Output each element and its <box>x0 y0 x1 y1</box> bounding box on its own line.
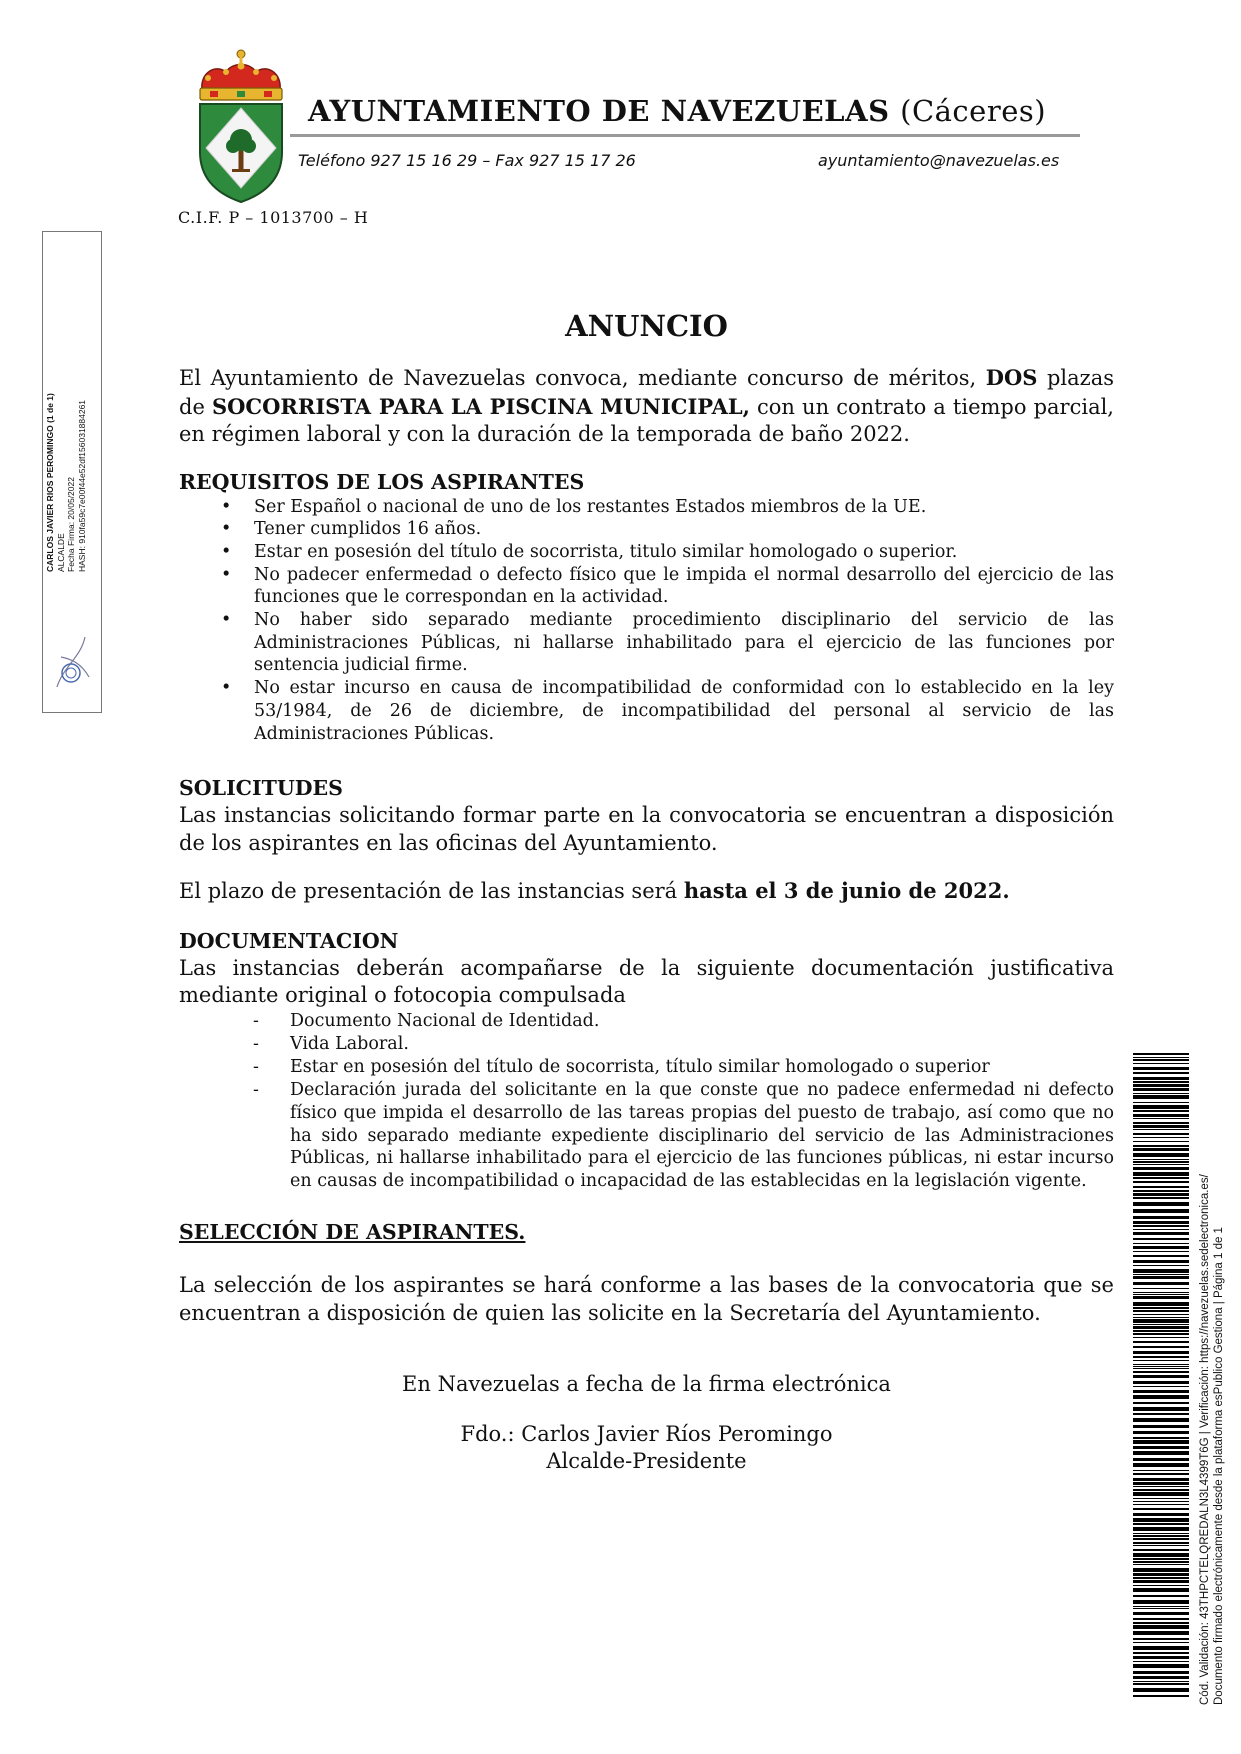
list-item: • Tener cumplidos 16 años. <box>179 518 1114 541</box>
intro-bold-position: SOCORRISTA PARA LA PISCINA MUNICIPAL, <box>211 393 750 419</box>
list-item: - Vida Laboral. <box>179 1033 1114 1056</box>
barcode-bar <box>1133 1186 1189 1188</box>
intro-text-3: con un contrato a tiempo parcial, en régimen laboral y con la duración de la temporada de baño 2022. <box>179 394 1114 446</box>
barcode-bar <box>1133 1402 1189 1404</box>
barcode-bar <box>1133 1513 1189 1516</box>
barcode-bar <box>1133 1451 1189 1455</box>
intro-paragraph <box>179 364 1114 449</box>
signer-name: CARLOS JAVIER RIOS PEROMINGO (1 de 1) <box>45 393 55 572</box>
barcode-bar <box>1133 1251 1189 1252</box>
barcode-bar <box>1133 1595 1189 1597</box>
barcode-bar <box>1133 1274 1189 1275</box>
barcode-bar <box>1133 1310 1189 1312</box>
barcode-bar <box>1133 1317 1189 1318</box>
barcode-bar <box>1133 1683 1189 1685</box>
barcode-bar <box>1133 1608 1189 1609</box>
barcode-bar <box>1133 1161 1189 1163</box>
barcode-bar <box>1133 1356 1189 1358</box>
barcode-bar <box>1133 1282 1189 1285</box>
barcode-bar <box>1133 1159 1189 1160</box>
barcode-bar <box>1133 1600 1189 1604</box>
barcode-bar <box>1133 1558 1189 1560</box>
barcode-bar <box>1133 1431 1189 1434</box>
barcode-bar <box>1133 1129 1189 1130</box>
verification-code: Cód. Validación: 43THPCTELQREDALN3L4399T6G | Verificación: https://navezuelas.sedelectronica.es/ <box>1199 1174 1211 1705</box>
barcode-bar <box>1133 1177 1189 1179</box>
barcode-bar <box>1133 1545 1189 1546</box>
barcode-bar <box>1133 1364 1189 1365</box>
signature-date: Fecha Firma: 20/05/2022 <box>66 477 76 572</box>
barcode-bar <box>1133 1501 1189 1502</box>
barcode-bar <box>1133 1577 1189 1579</box>
signer-role: ALCALDE <box>55 533 66 572</box>
signature-hash: HASH: 910fa59c7e00f44e52df156031884261 <box>76 399 87 572</box>
barcode-bar <box>1133 1407 1189 1411</box>
barcode-bar <box>1133 1255 1189 1257</box>
barcode-bar <box>1133 1366 1189 1367</box>
barcode-bar <box>1133 1307 1189 1309</box>
barcode-bar <box>1133 1088 1189 1091</box>
barcode-bar <box>1133 1375 1189 1378</box>
barcode-bar <box>1133 1302 1189 1306</box>
barcode-bar <box>1133 1246 1189 1249</box>
barcode-bar <box>1133 1360 1189 1361</box>
barcode-bar <box>1133 1446 1189 1449</box>
phone-fax: Teléfono 927 15 16 29 – Fax 927 15 17 26 <box>298 151 636 170</box>
organization-title: AYUNTAMIENTO DE NAVEZUELAS <box>308 94 890 128</box>
barcode-bar <box>1133 1202 1189 1206</box>
barcode-bar <box>1133 1077 1189 1080</box>
header-rule <box>290 134 1080 137</box>
barcode-bar <box>1133 1330 1189 1332</box>
barcode-bar <box>1133 1664 1189 1668</box>
verification-platform: Documento firmado electrónicamente desde la plataforma esPublico Gestiona | Página 1 de 1 <box>1213 1227 1225 1705</box>
solicitudes-text: Las instancias solicitando formar parte en la convocatoria se encuentran a disposición de los aspirantes en las oficinas del Ayuntamiento. <box>179 803 1114 855</box>
signature-stamp-text <box>45 393 87 572</box>
plazo-text: El plazo de presentación de las instancias será <box>179 879 684 904</box>
seleccion-heading: SELECCIÓN DE ASPIRANTES. <box>179 1220 526 1245</box>
barcode-bar <box>1133 1568 1189 1572</box>
barcode-bar <box>1133 1381 1189 1384</box>
barcode-bar <box>1133 1243 1189 1244</box>
signature-stamp <box>42 231 102 713</box>
barcode-bar <box>1133 1133 1189 1135</box>
list-item: • Estar en posesión del título de socorrista, titulo similar homologado o superior. <box>179 541 1114 564</box>
closing-place-date: En Navezuelas a fecha de la firma electrónica <box>402 1372 891 1397</box>
plazo-date: hasta el 3 de junio de 2022. <box>683 878 1010 904</box>
barcode-bar <box>1133 1167 1189 1170</box>
cif-number: C.I.F. P – 1013700 – H <box>178 208 369 227</box>
barcode-bar <box>1133 1561 1189 1563</box>
barcode-bar <box>1133 1463 1189 1467</box>
intro-text-2: plazas de <box>179 366 1114 419</box>
barcode-bar <box>1133 1458 1189 1461</box>
barcode-bar <box>1133 1110 1189 1112</box>
organization-province: (Cáceres) <box>900 94 1047 128</box>
barcode-bar <box>1133 1549 1189 1551</box>
list-item: • No padecer enfermedad o defecto físico que le impida el normal desarrollo del ejercicio de las funciones que le correspondan en la actividad. <box>179 564 1114 609</box>
barcode-bar <box>1133 1276 1189 1279</box>
list-item: • No estar incurso en causa de incompatibilidad de conformidad con lo establecido en la ley 53/1984, de 26 de diciembre, de incompatibilidad del personal al servicio de las Administraciones Públicas. <box>179 677 1114 745</box>
barcode-bar <box>1133 1371 1189 1373</box>
list-item: - Documento Nacional de Identidad. <box>179 1010 1114 1033</box>
closing-signed: Fdo.: Carlos Javier Ríos Peromingo <box>460 1421 833 1446</box>
barcode-bar <box>1133 1209 1189 1213</box>
barcode-bar <box>1133 1553 1189 1557</box>
barcode-bar <box>1133 1642 1189 1643</box>
barcode-bar <box>1133 1527 1189 1531</box>
barcode-bar <box>1133 1473 1189 1475</box>
barcode-bar <box>1133 1564 1189 1565</box>
barcode-bar <box>1133 1498 1189 1499</box>
barcode-bar <box>1133 1238 1189 1240</box>
barcode-bar <box>1133 1580 1189 1583</box>
barcode-bar <box>1133 1141 1189 1142</box>
barcode-bar <box>1133 1059 1189 1061</box>
barcode-bar <box>1133 1153 1189 1157</box>
barcode-bar <box>1133 1216 1189 1219</box>
barcode-bar <box>1133 1057 1189 1058</box>
barcode-bar <box>1133 1102 1189 1103</box>
barcode-bar <box>1133 1063 1189 1064</box>
intro-text-1: El Ayuntamiento de Navezuelas convoca, mediante concurso de méritos, <box>179 366 986 390</box>
barcode-bar <box>1133 1193 1189 1196</box>
barcode-bar <box>1133 1229 1189 1230</box>
requisitos-list <box>179 496 1114 746</box>
barcode-bar <box>1133 1482 1189 1485</box>
barcode-bar <box>1133 1095 1189 1099</box>
barcode-bar <box>1133 1341 1189 1343</box>
barcode-bar <box>1133 1296 1189 1299</box>
plazo-paragraph <box>179 877 1114 906</box>
organization-name <box>308 94 1046 128</box>
solicitudes-heading: SOLICITUDES <box>179 776 343 801</box>
barcode-bar <box>1133 1148 1189 1151</box>
barcode-bar <box>1133 1486 1189 1487</box>
list-item: - Declaración jurada del solicitante en la que conste que no padece enfermedad ni defecto físico que impida el desarrollo de las tareas propias del puesto de trabajo, así como que no ha sido separado mediante expediente disciplinario del servicio de las Administraciones Públicas, ni hallarse inhabilitado para el ejercicio de las funciones públicas, ni estar incurso en causas de incompatibilidad o incapacidad de las establecidas en la legislación vigente. <box>179 1079 1114 1193</box>
crown-icon <box>200 50 282 100</box>
barcode-bar <box>1133 1395 1189 1399</box>
barcode-bar <box>1133 1618 1189 1620</box>
barcode-bar <box>1133 1489 1189 1491</box>
barcode-bar <box>1133 1292 1189 1293</box>
barcode-bar <box>1133 1084 1189 1087</box>
barcode-bar <box>1133 1114 1189 1117</box>
barcode-bar <box>1133 1181 1189 1183</box>
barcode-bar <box>1133 1646 1189 1650</box>
signature-seal-icon <box>51 627 95 699</box>
barcode-bar <box>1133 1606 1189 1607</box>
barcode-bar <box>1133 1164 1189 1165</box>
documentacion-heading: DOCUMENTACION <box>179 928 399 953</box>
barcode-bar <box>1133 1538 1189 1540</box>
list-item: - Estar en posesión del título de socorrista, título similar homologado o superior <box>179 1056 1114 1079</box>
barcode-bar <box>1133 1390 1189 1393</box>
barcode-bar <box>1133 1612 1189 1615</box>
barcode-bar <box>1133 1294 1189 1295</box>
list-item: • No haber sido separado mediante procedimiento disciplinario del servicio de las Administraciones Públicas, ni hallarse inhabilitado para el ejercicio de las funciones por sentencia judicial firme. <box>179 609 1114 677</box>
barcode-bar <box>1133 1386 1189 1387</box>
barcode-bar <box>1133 1125 1189 1128</box>
barcode-bar <box>1133 1093 1189 1094</box>
verification-text <box>1198 1055 1226 1705</box>
intro-bold-dos: DOS <box>985 365 1038 390</box>
shield-icon <box>200 104 282 202</box>
barcode-bar <box>1133 1518 1189 1522</box>
barcode-bar <box>1133 1631 1189 1635</box>
barcode-bar <box>1133 1585 1189 1586</box>
barcode-bar <box>1133 1351 1189 1354</box>
barcode-bar <box>1133 1695 1189 1697</box>
barcode-bar <box>1133 1197 1189 1199</box>
barcode-bar <box>1133 1425 1189 1428</box>
documentacion-text: Las instancias deberán acompañarse de la siguiente documentación justificativa mediante original o fotocopia compulsada <box>179 955 1114 1008</box>
email-address: ayuntamiento@navezuelas.es <box>818 151 1060 170</box>
barcode-bar <box>1133 1681 1189 1682</box>
barcode-bar <box>1133 1118 1189 1119</box>
barcode-bar <box>1133 1337 1189 1338</box>
barcode-bar <box>1133 1314 1189 1315</box>
barcode-bar <box>1133 1260 1189 1263</box>
barcode-bar <box>1133 1418 1189 1422</box>
documentacion-list <box>179 1010 1114 1193</box>
barcode-bar <box>1133 1413 1189 1415</box>
barcode-bar <box>1133 1523 1189 1525</box>
barcode-bar <box>1133 1688 1189 1692</box>
barcode-bar <box>1133 1072 1189 1074</box>
barcode-bar <box>1133 1145 1189 1147</box>
document-title: ANUNCIO <box>565 309 728 343</box>
document-body <box>179 308 1114 1476</box>
barcode-bar <box>1133 1105 1189 1109</box>
barcode-bar <box>1133 1265 1189 1266</box>
barcode-bar <box>1133 1368 1189 1369</box>
barcode-bar <box>1133 1225 1189 1227</box>
barcode-bar <box>1133 1190 1189 1192</box>
barcode-bar <box>1133 1081 1189 1083</box>
barcode-bar <box>1133 1638 1189 1640</box>
barcode-bar <box>1133 1588 1189 1592</box>
barcode-bar <box>1133 1492 1189 1496</box>
coat-of-arms-logo <box>196 48 286 204</box>
barcode-bar <box>1133 1346 1189 1348</box>
barcode-bar <box>1133 1656 1189 1659</box>
barcode-bar <box>1133 1232 1189 1235</box>
barcode-bar <box>1133 1573 1189 1576</box>
barcode <box>1133 1053 1189 1700</box>
barcode-bar <box>1133 1326 1189 1329</box>
barcode-bar <box>1133 1269 1189 1273</box>
barcode-bar <box>1133 1504 1189 1505</box>
barcode-bar <box>1133 1440 1189 1444</box>
barcode-bar <box>1133 1470 1189 1471</box>
barcode-bar <box>1133 1319 1189 1323</box>
seleccion-text: La selección de los aspirantes se hará conforme a las bases de la convocatoria que se encuentran a disposición de quien las solicite en la Secretaría del Ayuntamiento. <box>179 1273 1114 1325</box>
barcode-bar <box>1133 1122 1189 1124</box>
barcode-bar <box>1133 1288 1189 1289</box>
barcode-bar <box>1133 1137 1189 1138</box>
barcode-bar <box>1133 1172 1189 1176</box>
barcode-bar <box>1133 1053 1189 1055</box>
closing-position: Alcalde-Presidente <box>546 1449 747 1474</box>
barcode-bar <box>1133 1671 1189 1674</box>
list-item: • Ser Español o nacional de uno de los restantes Estados miembros de la UE. <box>179 496 1114 519</box>
barcode-bar <box>1133 1622 1189 1624</box>
barcode-bar <box>1133 1533 1189 1534</box>
barcode-bar <box>1133 1067 1189 1070</box>
barcode-bar <box>1133 1508 1189 1510</box>
barcode-bar <box>1133 1324 1189 1325</box>
barcode-bar <box>1133 1625 1189 1629</box>
barcode-bar <box>1133 1542 1189 1544</box>
barcode-bar <box>1133 1676 1189 1679</box>
barcode-bar <box>1133 1478 1189 1481</box>
barcode-bar <box>1133 1652 1189 1654</box>
barcode-bar <box>1133 1535 1189 1537</box>
barcode-bar <box>1133 1333 1189 1335</box>
requisitos-heading: REQUISITOS DE LOS ASPIRANTES <box>179 469 585 494</box>
barcode-bar <box>1133 1437 1189 1439</box>
barcode-bar <box>1133 1221 1189 1224</box>
barcode-bar <box>1133 1661 1189 1662</box>
